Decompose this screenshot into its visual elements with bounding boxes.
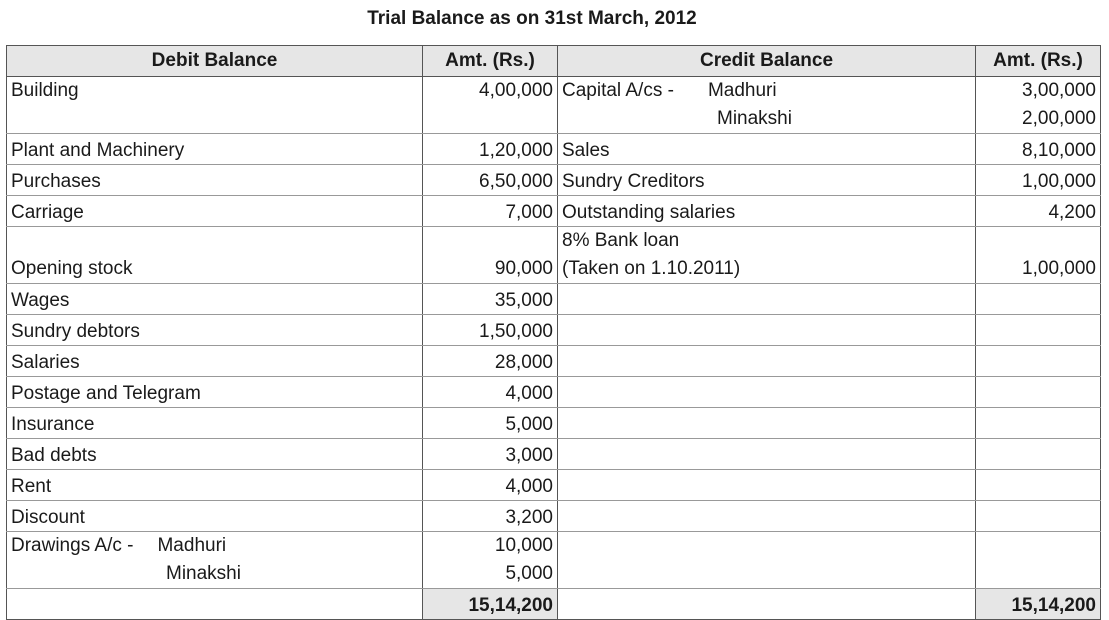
credit-label: Outstanding salaries — [558, 196, 976, 227]
debit-amount: 4,000 — [423, 377, 558, 408]
table-row — [7, 227, 1101, 284]
table-row — [7, 77, 1101, 134]
debit-amount: 1,50,000 — [423, 315, 558, 346]
debit-label: Sundry debtors — [7, 315, 423, 346]
debit-label: Discount — [7, 501, 423, 532]
table-row — [7, 165, 1101, 196]
debit-amount: 5,000 — [423, 408, 558, 439]
credit-label: 8% Bank loan (Taken on 1.10.2011) — [558, 227, 976, 284]
debit-label: Bad debts — [7, 439, 423, 470]
debit-amount: 6,50,000 — [423, 165, 558, 196]
debit-label: Insurance — [7, 408, 423, 439]
header-row — [7, 46, 1101, 77]
credit-amount — [976, 408, 1101, 439]
credit-label: Capital A/cs - Madhuri Minakshi — [558, 77, 976, 134]
credit-amount: 1,00,000 — [976, 227, 1101, 284]
table-row — [7, 284, 1101, 315]
table-row — [7, 439, 1101, 470]
page-title: Trial Balance as on 31st March, 2012 — [367, 8, 697, 29]
credit-label: Sundry Creditors — [558, 165, 976, 196]
table-row — [7, 532, 1101, 589]
credit-amount — [976, 532, 1101, 589]
debit-label: Postage and Telegram — [7, 377, 423, 408]
debit-amount: 28,000 — [423, 346, 558, 377]
trial-balance-table — [6, 45, 1101, 620]
credit-amount — [976, 377, 1101, 408]
debit-label: Drawings A/c - Madhuri Minakshi — [7, 532, 423, 589]
credit-label — [558, 532, 976, 589]
debit-label: Purchases — [7, 165, 423, 196]
debit-amount: 1,20,000 — [423, 134, 558, 165]
debit-amount: 3,000 — [423, 439, 558, 470]
credit-label — [558, 284, 976, 315]
credit-amount: 3,00,000 2,00,000 — [976, 77, 1101, 134]
credit-label — [558, 377, 976, 408]
credit-amount — [976, 501, 1101, 532]
debit-amount: 7,000 — [423, 196, 558, 227]
credit-amount: 1,00,000 — [976, 165, 1101, 196]
credit-label — [558, 501, 976, 532]
debit-label: Salaries — [7, 346, 423, 377]
credit-label — [558, 315, 976, 346]
debit-amount: 4,000 — [423, 470, 558, 501]
debit-amount: 4,00,000 — [423, 77, 558, 134]
debit-amount: 10,000 5,000 — [423, 532, 558, 589]
credit-amount — [976, 470, 1101, 501]
credit-amount — [976, 284, 1101, 315]
debit-label: Carriage — [7, 196, 423, 227]
credit-label — [558, 439, 976, 470]
total-debit-amount: 15,14,200 — [423, 589, 558, 620]
debit-label: Opening stock — [7, 227, 423, 284]
table-row — [7, 196, 1101, 227]
total-credit-label — [558, 589, 976, 620]
credit-label — [558, 408, 976, 439]
table-row — [7, 408, 1101, 439]
debit-amt-header: Amt. (Rs.) — [423, 46, 558, 77]
credit-label — [558, 470, 976, 501]
debit-label: Wages — [7, 284, 423, 315]
debit-label: Rent — [7, 470, 423, 501]
table-row — [7, 315, 1101, 346]
debit-label: Plant and Machinery — [7, 134, 423, 165]
table-row — [7, 346, 1101, 377]
debit-label: Building — [7, 77, 423, 134]
table-row — [7, 134, 1101, 165]
credit-header: Credit Balance — [558, 46, 976, 77]
table-row — [7, 377, 1101, 408]
table-row — [7, 470, 1101, 501]
total-row — [7, 589, 1101, 620]
debit-amount: 35,000 — [423, 284, 558, 315]
credit-amount — [976, 439, 1101, 470]
total-credit-amount: 15,14,200 — [976, 589, 1101, 620]
credit-label: Sales — [558, 134, 976, 165]
credit-label — [558, 346, 976, 377]
credit-amt-header: Amt. (Rs.) — [976, 46, 1101, 77]
credit-amount — [976, 315, 1101, 346]
table-row — [7, 501, 1101, 532]
credit-amount: 4,200 — [976, 196, 1101, 227]
debit-amount: 90,000 — [423, 227, 558, 284]
credit-amount — [976, 346, 1101, 377]
total-debit-label — [7, 589, 423, 620]
credit-amount: 8,10,000 — [976, 134, 1101, 165]
debit-header: Debit Balance — [7, 46, 423, 77]
debit-amount: 3,200 — [423, 501, 558, 532]
